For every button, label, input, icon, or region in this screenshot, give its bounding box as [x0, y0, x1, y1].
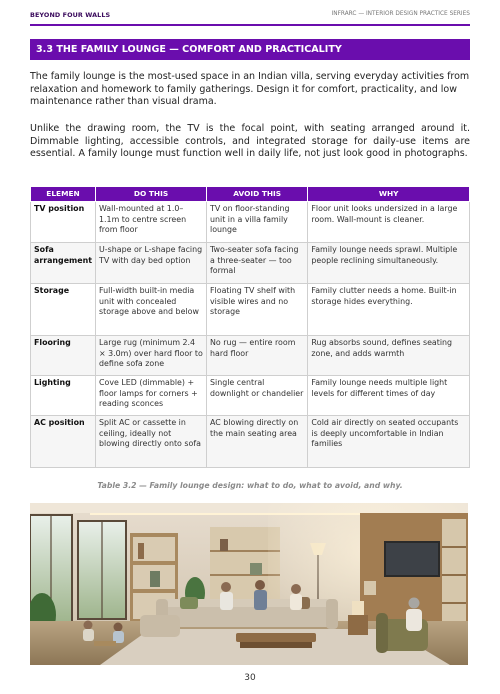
family-lounge-photo — [30, 503, 468, 665]
paragraph-focal-point: Unlike the drawing room, the TV is the focal point, with seating arranged around it. Dimmable lighting, accessible controls, and integrated storage for daily-use items are essential. A family lounge must function well in daily life, not just look good in photographs. — [30, 123, 470, 160]
table-row — [31, 376, 470, 416]
table-row — [31, 416, 470, 468]
do-cell: Split AC or cassette in ceiling, ideally not blowing directly onto sofa — [96, 416, 207, 468]
why-cell: Family clutter needs a home. Built-in storage hides everything. — [308, 284, 470, 336]
do-cell: Full-width built-in media unit with concealed storage above and below — [96, 284, 207, 336]
column-header: WHY — [308, 187, 470, 202]
why-cell: Family lounge needs sprawl. Multiple people reclining simultaneously. — [308, 243, 470, 284]
series-title: INFRARC — INTERIOR DESIGN PRACTICE SERIES — [331, 11, 470, 17]
table-caption: Table 3.2 — Family lounge design: what to do, what to avoid, and why. — [97, 481, 403, 490]
table-row — [31, 284, 470, 336]
column-header: AVOID THIS — [207, 187, 308, 202]
do-cell: Large rug (minimum 2.4 × 3.0m) over hard floor to define sofa zone — [96, 336, 207, 376]
avoid-cell: TV on floor-standing unit in a villa family lounge — [207, 202, 308, 243]
page-number: 30 — [244, 673, 256, 683]
avoid-cell: Floating TV shelf with visible wires and no storage — [207, 284, 308, 336]
element-cell: Storage — [31, 284, 96, 336]
why-cell: Cold air directly on seated occupants is deeply uncomfortable in Indian families — [308, 416, 470, 468]
element-cell: TV position — [31, 202, 96, 243]
column-header: DO THIS — [96, 187, 207, 202]
do-cell: Cove LED (dimmable) + floor lamps for corners + reading sconces — [96, 376, 207, 416]
element-cell: AC position — [31, 416, 96, 468]
section-title: 3.3 THE FAMILY LOUNGE — COMFORT AND PRACTICALITY — [30, 39, 470, 60]
why-cell: Floor unit looks undersized in a large room. Wall-mount is cleaner. — [308, 202, 470, 243]
running-header — [30, 11, 470, 25]
element-cell: Lighting — [31, 376, 96, 416]
element-cell: Sofa arrangement — [31, 243, 96, 284]
avoid-cell: AC blowing directly on the main seating area — [207, 416, 308, 468]
do-cell: Wall-mounted at 1.0–1.1m to centre screen from floor — [96, 202, 207, 243]
header-rule — [30, 24, 470, 26]
avoid-cell: No rug — entire room hard floor — [207, 336, 308, 376]
why-cell: Rug absorbs sound, defines seating zone, and adds warmth — [308, 336, 470, 376]
why-cell: Family lounge needs multiple light levels for different times of day — [308, 376, 470, 416]
book-title: BEYOND FOUR WALLS — [30, 11, 111, 19]
design-table — [30, 186, 470, 468]
table-row — [31, 243, 470, 284]
table-row — [31, 336, 470, 376]
paragraph-intro: The family lounge is the most-used space in an Indian villa, serving everyday activities from relaxation and homework to family gatherings. Design it for comfort, practicality, and low maintenance rather than visual drama. — [30, 71, 470, 108]
element-cell: Flooring — [31, 336, 96, 376]
table-header-row — [31, 187, 470, 202]
do-cell: U-shape or L-shape facing TV with day bed option — [96, 243, 207, 284]
avoid-cell: Single central downlight or chandelier — [207, 376, 308, 416]
column-header: ELEMEN — [31, 187, 96, 202]
table-row — [31, 202, 470, 243]
avoid-cell: Two-seater sofa facing a three-seater — too formal — [207, 243, 308, 284]
